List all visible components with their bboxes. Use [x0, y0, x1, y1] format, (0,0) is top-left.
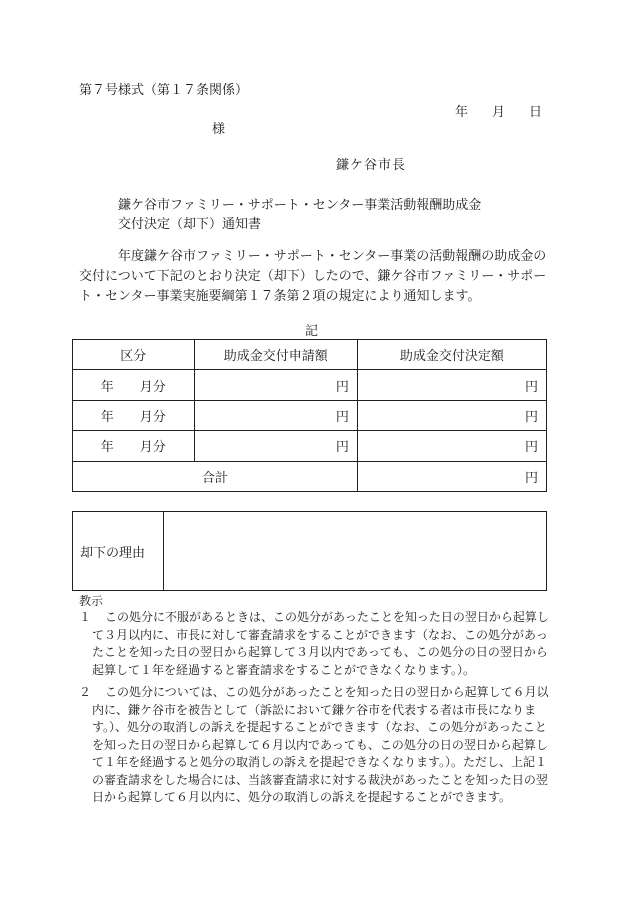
table-total-row: [73, 461, 547, 491]
total-label: 合計: [73, 461, 358, 491]
notice-item: [79, 684, 551, 807]
row-requested: 円: [194, 400, 357, 430]
total-value: 円: [357, 461, 546, 491]
header-decided: 助成金交付決定額: [357, 340, 546, 370]
reason-table: [72, 511, 547, 591]
document-title-line1: 鎌ケ谷市ファミリー・サポート・センター事業活動報酬助成金: [118, 198, 482, 213]
row-decided: 円: [357, 400, 546, 430]
date-year: 年: [455, 105, 469, 120]
table-header-row: [73, 340, 547, 370]
row-requested: 円: [194, 431, 357, 461]
notice-item-text: この処分に不服があるときは、この処分があったことを知った日の翌日から起算して３月以内に、市長に対して審査請求をすることができます（なお、この処分があったことを知った日の翌日から起算して３月以内であっても、この処分の日の翌日から起算して１年を経過すると審査請求をすることができなくなります。）。: [92, 610, 549, 677]
date-day: 日: [529, 105, 543, 120]
row-period: 年 月分: [73, 400, 195, 430]
date-line: [455, 101, 542, 120]
table-row: [73, 370, 547, 400]
notice-item-text: この処分については、この処分があったことを知った日の翌日から起算して６月以内に、鎌ケ谷市を被告として（訴訟において鎌ケ谷市を代表する者は市長になります。）、処分の取消しの訴えを提起することができます（なお、この処分があったことを知った日の翌日から起算して６月以内であっても、この処分の日の翌日から起算して１年を経過すると処分の取消しの訴えを提起できなくなります。）。ただし、上記１の審査請求をした場合には、当該審査請求に対する裁決があったことを知った日の翌日から起算して６月以内に、処分の取消しの訴えを提起することができます。: [92, 685, 549, 804]
notice-item-number: ２: [79, 685, 92, 699]
date-month: 月: [492, 105, 506, 120]
row-period: 年 月分: [73, 370, 195, 400]
form-number: 第７号様式（第１７条関係）: [79, 83, 249, 98]
ki-heading: 記: [305, 324, 319, 339]
reason-value: [164, 512, 547, 591]
row-decided: 円: [357, 431, 546, 461]
body-paragraph: [79, 247, 551, 307]
amount-table: [72, 339, 547, 492]
reason-label: 却下の理由: [73, 512, 164, 591]
row-decided: 円: [357, 370, 546, 400]
row-requested: 円: [194, 370, 357, 400]
addressee-suffix: 様: [212, 122, 226, 137]
issuer: 鎌ケ谷市長: [336, 158, 407, 173]
header-requested: 助成金交付申請額: [194, 340, 357, 370]
row-period: 年 月分: [73, 431, 195, 461]
table-row: [73, 400, 547, 430]
table-row: [73, 431, 547, 461]
notice-item: [79, 609, 551, 679]
notice-item-number: １: [79, 610, 92, 624]
document-title-line2: 交付決定（却下）通知書: [118, 217, 262, 232]
body-text: 年度鎌ケ谷市ファミリー・サポート・センター事業の活動報酬の助成金の交付について下記のとおり決定（却下）したので、鎌ケ谷市ファミリー・サポート・センター事業実施要綱第１７条第２項の規定により通知します。: [79, 249, 547, 304]
notice-heading: 教示: [79, 594, 104, 608]
header-category: 区分: [73, 340, 195, 370]
